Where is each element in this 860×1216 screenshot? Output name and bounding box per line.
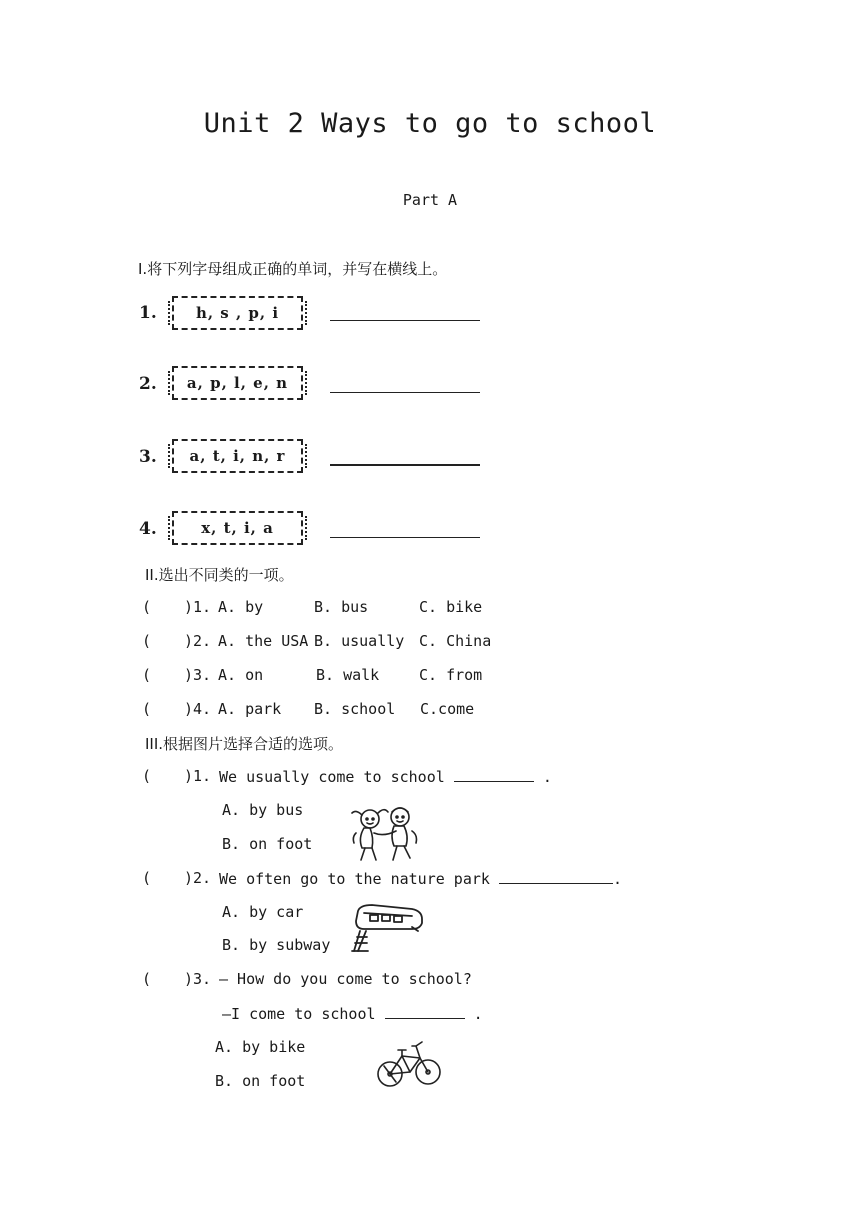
s2-q4-option-b[interactable]: B. school — [314, 700, 396, 718]
bicycle-icon — [376, 1036, 444, 1092]
s3-q2-period: . — [612, 870, 622, 888]
s3-q2-answer-blank[interactable] — [499, 869, 613, 884]
s2-q3-option-b[interactable]: B. walk — [316, 666, 380, 684]
s2-q4-number: )4. — [184, 700, 212, 718]
s2-q4-open-paren: ( — [142, 700, 152, 718]
s2-q2-open-paren: ( — [142, 632, 152, 650]
part-label: Part A — [402, 191, 458, 209]
s1-item2-number: 2. — [139, 374, 157, 394]
s2-q2-number: )2. — [184, 632, 212, 650]
s2-q3-open-paren: ( — [142, 666, 152, 684]
s3-q3-option-b[interactable]: B. on foot — [215, 1072, 306, 1090]
s2-q1-option-c[interactable]: C. bike — [419, 598, 483, 616]
s3-q2-number: )2. — [184, 869, 212, 887]
s2-q3-option-a[interactable]: A. on — [218, 666, 264, 684]
s2-q1-open-paren: ( — [142, 598, 152, 616]
s3-q3-period: . — [473, 1005, 483, 1023]
s3-q2-question — [219, 869, 622, 888]
s3-q1-open-paren: ( — [142, 767, 152, 785]
s2-q2-option-b[interactable]: B. usually — [314, 632, 405, 650]
s3-q1-option-b[interactable]: B. on foot — [222, 835, 313, 853]
s3-q1-number: )1. — [184, 767, 212, 785]
s3-q3-text: —I come to school — [222, 1005, 376, 1023]
s3-q1-text: We usually come to school — [219, 768, 445, 786]
s2-q4-option-c[interactable]: C.come — [420, 700, 475, 718]
s1-item1-answer-line[interactable] — [330, 320, 480, 321]
s2-q1-option-b[interactable]: B. bus — [314, 598, 369, 616]
page-title: Unit 2 Ways to go to school — [203, 108, 657, 139]
s1-item4-answer-line[interactable] — [330, 537, 480, 538]
s1-item1-number: 1. — [139, 303, 157, 323]
s1-item3-number: 3. — [139, 447, 157, 467]
s1-item1-letter-box: h, s , p, i — [172, 296, 303, 330]
children-walking-icon — [348, 803, 422, 863]
s3-q1-period: . — [542, 768, 552, 786]
s2-q3-number: )3. — [184, 666, 212, 684]
s3-q3-option-a[interactable]: A. by bike — [215, 1038, 306, 1056]
s2-q3-option-c[interactable]: C. from — [419, 666, 483, 684]
s3-q2-option-a[interactable]: A. by car — [222, 903, 304, 921]
section2-heading: II.选出不同类的一项。 — [145, 566, 294, 584]
s3-q1-answer-blank[interactable] — [454, 767, 534, 782]
s3-q1-question — [219, 767, 552, 786]
s2-q2-option-a[interactable]: A. the USA — [218, 632, 309, 650]
s2-q2-option-c[interactable]: C. China — [419, 632, 492, 650]
s1-item3-answer-line[interactable] — [330, 464, 480, 466]
subway-train-icon — [344, 903, 426, 953]
section1-heading: I.将下列字母组成正确的单词，并写在横线上。 — [138, 260, 448, 278]
s1-item2-letter-box: a, p, l, e, n — [172, 366, 303, 400]
s3-q2-option-b[interactable]: B. by subway — [222, 936, 331, 954]
s3-q3-open-paren: ( — [142, 970, 152, 988]
s1-item4-letter-box: x, t, i, a — [172, 511, 303, 545]
s3-q1-option-a[interactable]: A. by bus — [222, 801, 304, 819]
s1-item3-letter-box: a, t, i, n, r — [172, 439, 303, 473]
s2-q1-number: )1. — [184, 598, 212, 616]
s3-q3-question-line2 — [222, 1004, 483, 1023]
s1-item2-answer-line[interactable] — [330, 392, 480, 393]
s1-item4-number: 4. — [139, 519, 157, 539]
s3-q2-text: We often go to the nature park — [219, 870, 490, 888]
s3-q2-open-paren: ( — [142, 869, 152, 887]
s3-q3-question-line1: — How do you come to school? — [219, 970, 472, 988]
s3-q3-number: )3. — [184, 970, 212, 988]
s2-q1-option-a[interactable]: A. by — [218, 598, 264, 616]
section3-heading: III.根据图片选择合适的选项。 — [145, 735, 344, 753]
s3-q3-answer-blank[interactable] — [385, 1004, 465, 1019]
s2-q4-option-a[interactable]: A. park — [218, 700, 282, 718]
